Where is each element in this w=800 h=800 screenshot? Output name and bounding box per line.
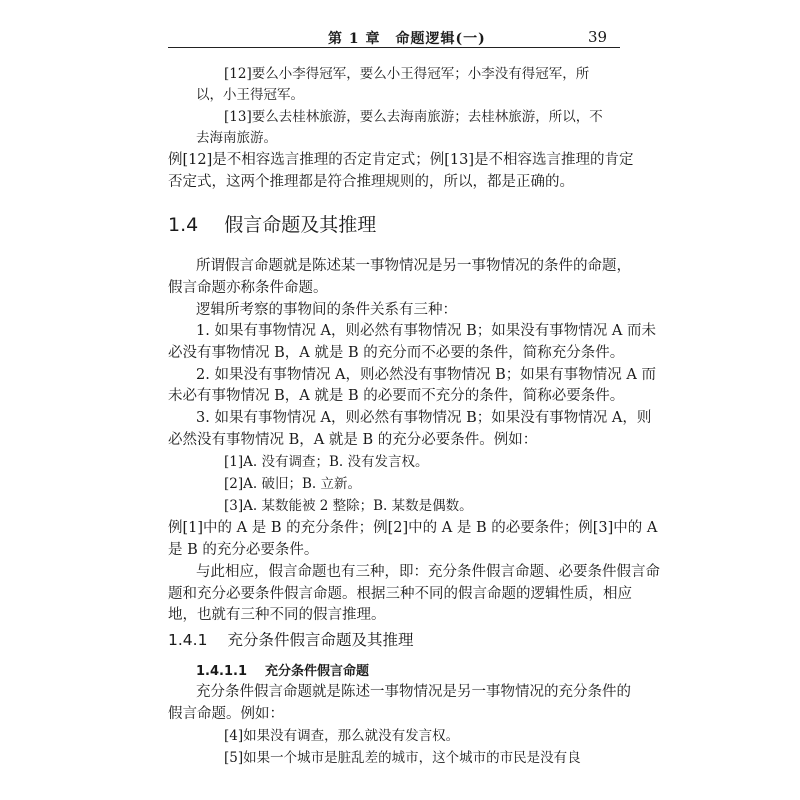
subsubsection-heading	[196, 660, 369, 679]
body-line: 2. 如果没有事物情况 A，则必然没有事物情况 B；如果有事物情况 A 而	[196, 367, 656, 383]
example-line: [13]要么去桂林旅游，要么去海南旅游；去桂林旅游，所以，不	[224, 109, 603, 125]
example-line: [5]如果一个城市是脏乱差的城市，这个城市的市民是没有良	[224, 750, 581, 766]
body-line: 1. 如果有事物情况 A，则必然有事物情况 B；如果没有事物情况 A 而未	[196, 323, 656, 339]
body-line: 逻辑所考察的事物间的条件关系有三种：	[196, 302, 457, 318]
body-line: 地，也就有三种不同的假言推理。	[168, 607, 386, 623]
body-line: 假言命题亦称条件命题。	[168, 280, 328, 296]
body-line: 题和充分必要条件假言命题。根据三种不同的假言命题的逻辑性质，相应	[168, 586, 632, 602]
example-line: 以，小王得冠军。	[196, 87, 304, 103]
example-line: 去海南旅游。	[196, 130, 277, 146]
section-number: 1.4	[168, 214, 199, 236]
body-line: 3. 如果有事物情况 A，则必然有事物情况 B；如果没有事物情况 A，则	[196, 410, 652, 426]
example-line: [3]A. 某数能被 2 整除；B. 某数是偶数。	[224, 498, 473, 514]
section-heading	[168, 210, 376, 237]
subsection-number: 1.4.1	[168, 631, 208, 649]
body-line: 充分条件假言命题就是陈述一事物情况是另一事物情况的充分条件的	[196, 684, 631, 700]
body-line: 未必有事物情况 B，A 就是 B 的必要而不充分的条件，简称必要条件。	[168, 388, 625, 404]
header-rule	[168, 47, 620, 48]
example-line: [12]要么小李得冠军，要么小王得冠军；小李没有得冠军，所	[224, 66, 590, 82]
example-line: [4]如果没有调查，那么就没有发言权。	[224, 728, 460, 744]
body-line: 必然没有事物情况 B，A 就是 B 的充分必要条件。例如：	[168, 432, 538, 448]
body-line: 例[12]是不相容选言推理的否定肯定式；例[13]是不相容选言推理的肯定	[168, 152, 634, 168]
subsection-title: 充分条件假言命题及其推理	[227, 631, 414, 649]
subsection-heading	[168, 628, 413, 650]
example-line: [1]A. 没有调查；B. 没有发言权。	[224, 454, 429, 470]
page-number: 39	[588, 28, 608, 46]
body-line: 假言命题。例如：	[168, 706, 284, 722]
subsubsection-title: 充分条件假言命题	[265, 664, 370, 679]
chapter-title: 第 1 章 命题逻辑(一)	[328, 31, 486, 47]
subsubsection-number: 1.4.1.1	[196, 664, 247, 679]
section-title: 假言命题及其推理	[224, 214, 377, 236]
body-line: 否定式，这两个推理都是符合推理规则的，所以，都是正确的。	[168, 174, 574, 190]
body-line: 必没有事物情况 B，A 就是 B 的充分而不必要的条件，简称充分条件。	[168, 345, 625, 361]
body-line: 所谓假言命题就是陈述某一事物情况是另一事物情况的条件的命题，	[196, 258, 631, 274]
example-line: [2]A. 破旧；B. 立新。	[224, 476, 361, 492]
body-line: 与此相应，假言命题也有三种，即：充分条件假言命题、必要条件假言命	[196, 564, 660, 580]
body-line: 是 B 的充分必要条件。	[168, 542, 319, 558]
body-line: 例[1]中的 A 是 B 的充分条件；例[2]中的 A 是 B 的必要条件；例[3]中的 A	[168, 520, 658, 536]
